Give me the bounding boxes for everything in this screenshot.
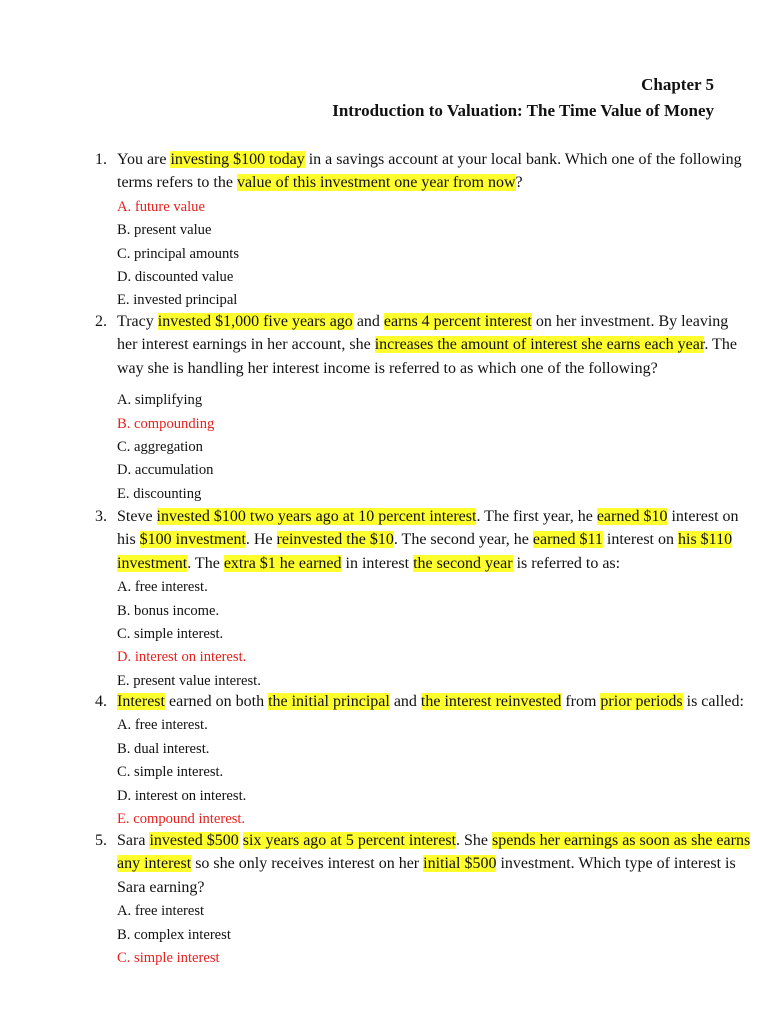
question-number: 4. bbox=[95, 693, 107, 710]
question-text-line bbox=[117, 878, 205, 898]
answer-option: A. free interest. bbox=[117, 717, 208, 734]
answer-option: E. discounting bbox=[117, 485, 202, 502]
question-text: and bbox=[352, 313, 384, 330]
question-text: You are bbox=[117, 151, 171, 168]
answer-option-correct: E. compound interest. bbox=[117, 811, 246, 827]
chapter-title: Introduction to Valuation: The Time Value of Money bbox=[332, 101, 714, 120]
question-text: . He bbox=[245, 531, 277, 549]
highlighted-phrase: reinvested the $10 bbox=[276, 531, 394, 549]
question-text: and bbox=[389, 693, 421, 710]
question-text: Tracy bbox=[117, 313, 158, 330]
highlighted-phrase: initial $500 bbox=[423, 855, 497, 873]
question-text-line bbox=[117, 854, 736, 874]
question-text: . The second year, he bbox=[393, 531, 533, 549]
highlighted-phrase: the second year bbox=[413, 554, 513, 572]
question-text: in a savings account at your local bank. Which one of the following bbox=[304, 151, 742, 168]
question-text-line bbox=[117, 692, 744, 712]
highlighted-phrase: investment bbox=[117, 554, 188, 572]
highlighted-phrase: any interest bbox=[117, 855, 192, 873]
question-text: is referred to as: bbox=[512, 554, 621, 572]
answer-option-correct: B. compounding bbox=[117, 415, 215, 432]
highlighted-phrase: his $110 bbox=[678, 531, 733, 549]
question-text: ? bbox=[515, 174, 523, 192]
question-text: way she is handling her interest income is referred to as which one of the following? bbox=[117, 359, 658, 377]
highlighted-phrase: increases the amount of interest she earns each year bbox=[374, 336, 705, 354]
answer-option: B. bonus income. bbox=[117, 602, 220, 619]
question-text: interest on bbox=[602, 531, 678, 549]
answer-option: D. interest on interest. bbox=[117, 787, 247, 804]
question-text: his bbox=[117, 531, 140, 549]
answer-option: D. discounted value bbox=[117, 269, 234, 285]
highlighted-phrase: the initial principal bbox=[268, 693, 390, 710]
question-text-line bbox=[117, 831, 750, 851]
answer-option-correct: D. interest on interest. bbox=[117, 649, 247, 666]
highlighted-phrase: earns 4 percent interest bbox=[383, 313, 532, 330]
question-number: 3. bbox=[95, 508, 107, 525]
question-text-line bbox=[117, 335, 737, 355]
answer-option: B. dual interest. bbox=[117, 740, 210, 757]
question-text: from bbox=[561, 693, 601, 710]
highlighted-phrase: earned $11 bbox=[532, 531, 603, 549]
question-text: on her investment. By leaving bbox=[531, 313, 729, 330]
question-number: 2. bbox=[95, 313, 107, 330]
question-text-line bbox=[117, 554, 620, 574]
question-text: her interest earnings in her account, she bbox=[117, 336, 375, 354]
question-text: . The first year, he bbox=[476, 508, 597, 525]
question-number: 1. bbox=[95, 151, 107, 168]
question-text-line bbox=[117, 530, 732, 550]
answer-option: C. simple interest. bbox=[117, 764, 224, 781]
chapter-heading: Chapter 5 bbox=[641, 75, 714, 94]
question-number: 5. bbox=[95, 832, 107, 849]
question-text-line bbox=[117, 173, 523, 193]
question-text-line bbox=[117, 312, 728, 332]
answer-option: A. simplifying bbox=[117, 392, 203, 409]
question-text: in interest bbox=[341, 554, 414, 572]
question-text: is called: bbox=[682, 693, 744, 710]
question-text: earned on both bbox=[164, 693, 269, 710]
highlighted-phrase: invested $100 two years ago at 10 percent interest bbox=[156, 508, 477, 525]
highlighted-phrase: investing $100 today bbox=[170, 151, 305, 168]
highlighted-phrase: the interest reinvested bbox=[420, 693, 562, 710]
question-text-line bbox=[117, 150, 742, 170]
answer-option: C. principal amounts bbox=[117, 245, 240, 262]
highlighted-phrase: extra $1 he earned bbox=[223, 554, 342, 572]
question-text: investment. Which type of interest is bbox=[496, 855, 736, 873]
question-text: . The bbox=[187, 554, 224, 572]
highlighted-phrase: prior periods bbox=[600, 693, 683, 710]
highlighted-phrase: $100 investment bbox=[139, 531, 246, 549]
answer-option-correct: C. simple interest bbox=[117, 950, 220, 966]
question-text-line bbox=[117, 507, 739, 527]
question-text: . She bbox=[456, 832, 493, 849]
question-text: so she only receives interest on her bbox=[191, 855, 424, 873]
highlighted-phrase: earned $10 bbox=[596, 508, 668, 525]
answer-option: A. free interest. bbox=[117, 579, 208, 596]
answer-option: E. present value interest. bbox=[117, 672, 261, 689]
question-text-line bbox=[117, 359, 658, 379]
question-text: terms refers to the bbox=[117, 174, 237, 192]
highlighted-phrase: value of this investment one year from now bbox=[236, 174, 516, 192]
highlighted-phrase: invested $500 bbox=[149, 832, 239, 849]
answer-option: D. accumulation bbox=[117, 462, 214, 479]
answer-option: E. invested principal bbox=[117, 292, 238, 309]
answer-option: C. aggregation bbox=[117, 439, 203, 455]
question-text: Steve bbox=[117, 508, 157, 525]
answer-option: C. simple interest. bbox=[117, 626, 224, 642]
answer-option-correct: A. future value bbox=[117, 198, 205, 215]
question-text: interest on bbox=[667, 508, 739, 525]
question-text: Sara bbox=[117, 832, 150, 849]
highlighted-phrase: Interest bbox=[117, 693, 165, 710]
question-text: Sara earning? bbox=[117, 878, 205, 896]
highlighted-phrase: six years ago at 5 percent interest bbox=[242, 832, 457, 849]
question-text: . The bbox=[704, 336, 737, 354]
answer-option: A. free interest bbox=[117, 903, 205, 920]
highlighted-phrase: spends her earnings as soon as she earns bbox=[492, 832, 751, 849]
highlighted-phrase: invested $1,000 five years ago bbox=[157, 313, 353, 330]
answer-option: B. complex interest bbox=[117, 926, 231, 943]
answer-option: B. present value bbox=[117, 222, 212, 239]
